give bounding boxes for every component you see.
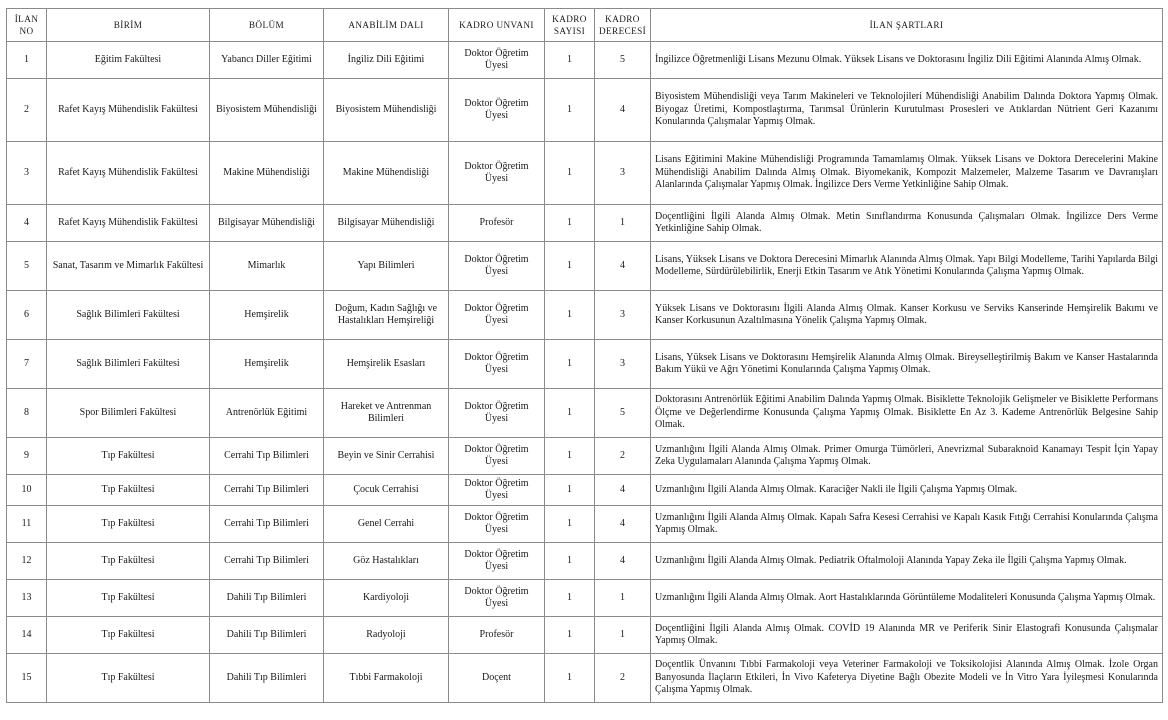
kadro-sayisi-cell: 1 xyxy=(545,389,595,438)
kadro-unvani-cell: Profesör xyxy=(449,205,545,242)
ilan-no-cell: 15 xyxy=(7,654,47,703)
ilan-sartlari-cell: Uzmanlığını İlgili Alanda Almış Olmak. Pediatrik Oftalmoloji Alanında Yapay Zeka ile İlgili Çalışma Yapmış Olmak. xyxy=(651,543,1163,580)
anabilim-cell: Tıbbi Farmakoloji xyxy=(324,654,449,703)
kadro-derecesi-cell: 4 xyxy=(595,242,651,291)
kadro-sayisi-cell: 1 xyxy=(545,142,595,205)
bolum-cell: Cerrahi Tıp Bilimleri xyxy=(210,543,324,580)
birim-cell: Tıp Fakültesi xyxy=(47,543,210,580)
table-row xyxy=(7,654,1163,703)
birim-cell: Spor Bilimleri Fakültesi xyxy=(47,389,210,438)
anabilim-cell: Hemşirelik Esasları xyxy=(324,340,449,389)
col-header-kadro-unvani: KADRO UNVANI xyxy=(449,9,545,42)
anabilim-cell: Bilgisayar Mühendisliği xyxy=(324,205,449,242)
table-row xyxy=(7,617,1163,654)
table-row xyxy=(7,475,1163,506)
col-header-anabilim-dali: ANABİLİM DALI xyxy=(324,9,449,42)
kadro-unvani-cell: Doktor Öğretim Üyesi xyxy=(449,543,545,580)
anabilim-cell: Doğum, Kadın Sağlığı ve Hastalıkları Hemşireliği xyxy=(324,291,449,340)
table-row xyxy=(7,340,1163,389)
ilan-no-cell: 8 xyxy=(7,389,47,438)
kadro-unvani-cell: Doktor Öğretim Üyesi xyxy=(449,438,545,475)
bolum-cell: Dahili Tıp Bilimleri xyxy=(210,617,324,654)
anabilim-cell: Göz Hastalıkları xyxy=(324,543,449,580)
birim-cell: Rafet Kayış Mühendislik Fakültesi xyxy=(47,205,210,242)
anabilim-cell: Makine Mühendisliği xyxy=(324,142,449,205)
ilan-sartlari-cell: Doktorasını Antrenörlük Eğitimi Anabilim Dalında Yapmış Olmak. Bisiklette Teknolojik Gelişmeler ve Bisiklette Performans Ölçme ve Değerlendirme Konusunda Çalışma Yapmış Olmak. Bisiklette En Az 3. Kademe Antrenörlük Belgesine Sahip Olmak. xyxy=(651,389,1163,438)
kadro-derecesi-cell: 1 xyxy=(595,205,651,242)
kadro-derecesi-cell: 4 xyxy=(595,543,651,580)
table-row xyxy=(7,438,1163,475)
ilan-sartlari-cell: Doçentlik Ünvanını Tıbbi Farmakoloji veya Veteriner Farmakoloji ve Toksikolojisi Alanında Almış Olmak. İzole Organ Banyosunda İlaçların Etkileri, İn Vivo Kafeterya Diyetine Bağlı Obezite Modeli ve İn Vitro Yara İyileşmesi Konularında Çalışma Yapmış Olmak. xyxy=(651,654,1163,703)
bolum-cell: Cerrahi Tıp Bilimleri xyxy=(210,438,324,475)
anabilim-cell: Yapı Bilimleri xyxy=(324,242,449,291)
kadro-sayisi-cell: 1 xyxy=(545,205,595,242)
table-row xyxy=(7,543,1163,580)
kadro-unvani-cell: Doktor Öğretim Üyesi xyxy=(449,79,545,142)
table-row xyxy=(7,42,1163,79)
kadro-unvani-cell: Doktor Öğretim Üyesi xyxy=(449,506,545,543)
birim-cell: Tıp Fakültesi xyxy=(47,506,210,543)
anabilim-cell: Genel Cerrahi xyxy=(324,506,449,543)
ilan-sartlari-cell: Biyosistem Mühendisliği veya Tarım Makineleri ve Teknolojileri Mühendisliği Anabilim Dalında Doktora Yapmış Olmak. Biyogaz Üretimi, Kompostlaştırma, Tarımsal Ürünlerin Kurutulması Prosesleri ve Atıklardan Nütrient Geri Kazanımı Konularında Çalışmalar Yapmış Olmak. xyxy=(651,79,1163,142)
bolum-cell: Dahili Tıp Bilimleri xyxy=(210,580,324,617)
kadro-derecesi-cell: 2 xyxy=(595,654,651,703)
anabilim-cell: Biyosistem Mühendisliği xyxy=(324,79,449,142)
kadro-unvani-cell: Doktor Öğretim Üyesi xyxy=(449,340,545,389)
ilan-no-cell: 5 xyxy=(7,242,47,291)
kadro-unvani-cell: Profesör xyxy=(449,617,545,654)
table-row xyxy=(7,142,1163,205)
kadro-unvani-cell: Doktor Öğretim Üyesi xyxy=(449,242,545,291)
bolum-cell: Cerrahi Tıp Bilimleri xyxy=(210,506,324,543)
anabilim-cell: Beyin ve Sinir Cerrahisi xyxy=(324,438,449,475)
bolum-cell: Cerrahi Tıp Bilimleri xyxy=(210,475,324,506)
anabilim-cell: Radyoloji xyxy=(324,617,449,654)
col-header-bolum: BÖLÜM xyxy=(210,9,324,42)
birim-cell: Sağlık Bilimleri Fakültesi xyxy=(47,340,210,389)
kadro-sayisi-cell: 1 xyxy=(545,506,595,543)
birim-cell: Tıp Fakültesi xyxy=(47,617,210,654)
ilan-no-cell: 6 xyxy=(7,291,47,340)
kadro-unvani-cell: Doktor Öğretim Üyesi xyxy=(449,142,545,205)
kadro-unvani-cell: Doktor Öğretim Üyesi xyxy=(449,389,545,438)
bolum-cell: Yabancı Diller Eğitimi xyxy=(210,42,324,79)
ilan-no-cell: 3 xyxy=(7,142,47,205)
ilan-no-cell: 7 xyxy=(7,340,47,389)
table-row xyxy=(7,580,1163,617)
col-header-ilan-no: İLAN NO xyxy=(7,9,47,42)
bolum-cell: Antrenörlük Eğitimi xyxy=(210,389,324,438)
kadro-sayisi-cell: 1 xyxy=(545,79,595,142)
kadro-sayisi-cell: 1 xyxy=(545,438,595,475)
bolum-cell: Makine Mühendisliği xyxy=(210,142,324,205)
kadro-derecesi-cell: 4 xyxy=(595,506,651,543)
birim-cell: Sanat, Tasarım ve Mimarlık Fakültesi xyxy=(47,242,210,291)
table-row xyxy=(7,389,1163,438)
bolum-cell: Dahili Tıp Bilimleri xyxy=(210,654,324,703)
kadro-derecesi-cell: 3 xyxy=(595,340,651,389)
bolum-cell: Hemşirelik xyxy=(210,340,324,389)
announcement-sheet xyxy=(6,8,1162,703)
anabilim-cell: Çocuk Cerrahisi xyxy=(324,475,449,506)
bolum-cell: Bilgisayar Mühendisliği xyxy=(210,205,324,242)
kadro-sayisi-cell: 1 xyxy=(545,543,595,580)
ilan-sartlari-cell: Yüksek Lisans ve Doktorasını İlgili Alanda Almış Olmak. Kanser Korkusu ve Serviks Kanserinde Hemşirelik Bakımı ve Kanser Korkusunun Azaltılmasına Yönelik Çalışma Yapmış Olmak. xyxy=(651,291,1163,340)
ilan-sartlari-cell: Lisans, Yüksek Lisans ve Doktora Derecesini Mimarlık Alanında Almış Olmak. Yapı Bilgi Modelleme, Tarihi Yapılarda Bilgi Modelleme, Sürdürülebilirlik, Enerji Etkin Tasarım ve Atık Yönetimi Konularında Çalışma Yapmış Olmak. xyxy=(651,242,1163,291)
kadro-sayisi-cell: 1 xyxy=(545,291,595,340)
ilan-no-cell: 13 xyxy=(7,580,47,617)
ilan-sartlari-cell: Lisans Eğitimini Makine Mühendisliği Programında Tamamlamış Olmak. Yüksek Lisans ve Doktora Derecelerini Makine Mühendisliği Anabilim Dalında Almış Olmak. Biyomekanik, Kompozit Malzemeler, Malzeme Tasarım ve Davranışları Alanlarında Çalışmalar Yapmış Olmak. İngilizce Ders Verme Yetkinliğine Sahip Olmak. xyxy=(651,142,1163,205)
ilan-no-cell: 2 xyxy=(7,79,47,142)
kadro-derecesi-cell: 3 xyxy=(595,142,651,205)
kadro-derecesi-cell: 1 xyxy=(595,580,651,617)
kadro-unvani-cell: Doktor Öğretim Üyesi xyxy=(449,42,545,79)
birim-cell: Sağlık Bilimleri Fakültesi xyxy=(47,291,210,340)
ilan-no-cell: 14 xyxy=(7,617,47,654)
table-row xyxy=(7,506,1163,543)
ilan-sartlari-cell: Uzmanlığını İlgili Alanda Almış Olmak. Karaciğer Nakli ile İlgili Çalışma Yapmış Olmak. xyxy=(651,475,1163,506)
bolum-cell: Mimarlık xyxy=(210,242,324,291)
kadro-sayisi-cell: 1 xyxy=(545,242,595,291)
bolum-cell: Biyosistem Mühendisliği xyxy=(210,79,324,142)
ilan-sartlari-cell: Uzmanlığını İlgili Alanda Almış Olmak. Aort Hastalıklarında Görüntüleme Modaliteleri Konusunda Çalışma Yapmış Olmak. xyxy=(651,580,1163,617)
kadro-unvani-cell: Doçent xyxy=(449,654,545,703)
birim-cell: Eğitim Fakültesi xyxy=(47,42,210,79)
col-header-ilan-sartlari: İLAN ŞARTLARI xyxy=(651,9,1163,42)
kadro-sayisi-cell: 1 xyxy=(545,617,595,654)
kadro-sayisi-cell: 1 xyxy=(545,42,595,79)
bolum-cell: Hemşirelik xyxy=(210,291,324,340)
kadro-unvani-cell: Doktor Öğretim Üyesi xyxy=(449,291,545,340)
ilan-no-cell: 10 xyxy=(7,475,47,506)
table-row xyxy=(7,242,1163,291)
ilan-sartlari-cell: Uzmanlığını İlgili Alanda Almış Olmak. Kapalı Safra Kesesi Cerrahisi ve Kapalı Kasık Fıtığı Cerrahisi Konularında Çalışma Yapmış Olmak. xyxy=(651,506,1163,543)
kadro-derecesi-cell: 4 xyxy=(595,475,651,506)
col-header-kadro-derecesi: KADRO DERECESİ xyxy=(595,9,651,42)
ilan-no-cell: 1 xyxy=(7,42,47,79)
kadro-sayisi-cell: 1 xyxy=(545,340,595,389)
kadro-derecesi-cell: 3 xyxy=(595,291,651,340)
kadro-unvani-cell: Doktor Öğretim Üyesi xyxy=(449,475,545,506)
birim-cell: Tıp Fakültesi xyxy=(47,475,210,506)
kadro-sayisi-cell: 1 xyxy=(545,580,595,617)
kadro-derecesi-cell: 2 xyxy=(595,438,651,475)
birim-cell: Tıp Fakültesi xyxy=(47,438,210,475)
ilan-sartlari-cell: Doçentliğini İlgili Alanda Almış Olmak. COVİD 19 Alanında MR ve Periferik Sinir Elastografi Konusunda Çalışmalar Yapmış Olmak. xyxy=(651,617,1163,654)
ilan-sartlari-cell: İngilizce Öğretmenliği Lisans Mezunu Olmak. Yüksek Lisans ve Doktorasını İngiliz Dili Eğitimi Alanında Almış Olmak. xyxy=(651,42,1163,79)
table-row xyxy=(7,205,1163,242)
ilan-no-cell: 9 xyxy=(7,438,47,475)
faculty-positions-table xyxy=(6,8,1163,703)
ilan-no-cell: 4 xyxy=(7,205,47,242)
ilan-sartlari-cell: Doçentliğini İlgili Alanda Almış Olmak. Metin Sınıflandırma Konusunda Çalışmaları Olmak. İngilizce Ders Verme Yetkinliğine Sahip Olmak. xyxy=(651,205,1163,242)
anabilim-cell: Kardiyoloji xyxy=(324,580,449,617)
table-header-row xyxy=(7,9,1163,42)
table-row xyxy=(7,79,1163,142)
anabilim-cell: İngiliz Dili Eğitimi xyxy=(324,42,449,79)
col-header-kadro-sayisi: KADRO SAYISI xyxy=(545,9,595,42)
birim-cell: Tıp Fakültesi xyxy=(47,580,210,617)
ilan-no-cell: 11 xyxy=(7,506,47,543)
table-row xyxy=(7,291,1163,340)
kadro-derecesi-cell: 5 xyxy=(595,389,651,438)
birim-cell: Rafet Kayış Mühendislik Fakültesi xyxy=(47,142,210,205)
kadro-sayisi-cell: 1 xyxy=(545,654,595,703)
kadro-derecesi-cell: 5 xyxy=(595,42,651,79)
ilan-sartlari-cell: Lisans, Yüksek Lisans ve Doktorasını Hemşirelik Alanında Almış Olmak. Bireyselleştirilmiş Bakım ve Kanser Hastalarında Bakım Yükü ve Ağrı Yönetimi Konularında Çalışma Yapmış Olmak. xyxy=(651,340,1163,389)
col-header-birim: BİRİM xyxy=(47,9,210,42)
anabilim-cell: Hareket ve Antrenman Bilimleri xyxy=(324,389,449,438)
kadro-unvani-cell: Doktor Öğretim Üyesi xyxy=(449,580,545,617)
birim-cell: Rafet Kayış Mühendislik Fakültesi xyxy=(47,79,210,142)
ilan-sartlari-cell: Uzmanlığını İlgili Alanda Almış Olmak. Primer Omurga Tümörleri, Anevrizmal Subaraknoid Kanamayı Tespit İçin Yapay Zeka Uygulamaları Alanında Çalışma Yapmış Olmak. xyxy=(651,438,1163,475)
kadro-derecesi-cell: 1 xyxy=(595,617,651,654)
ilan-no-cell: 12 xyxy=(7,543,47,580)
kadro-sayisi-cell: 1 xyxy=(545,475,595,506)
birim-cell: Tıp Fakültesi xyxy=(47,654,210,703)
kadro-derecesi-cell: 4 xyxy=(595,79,651,142)
